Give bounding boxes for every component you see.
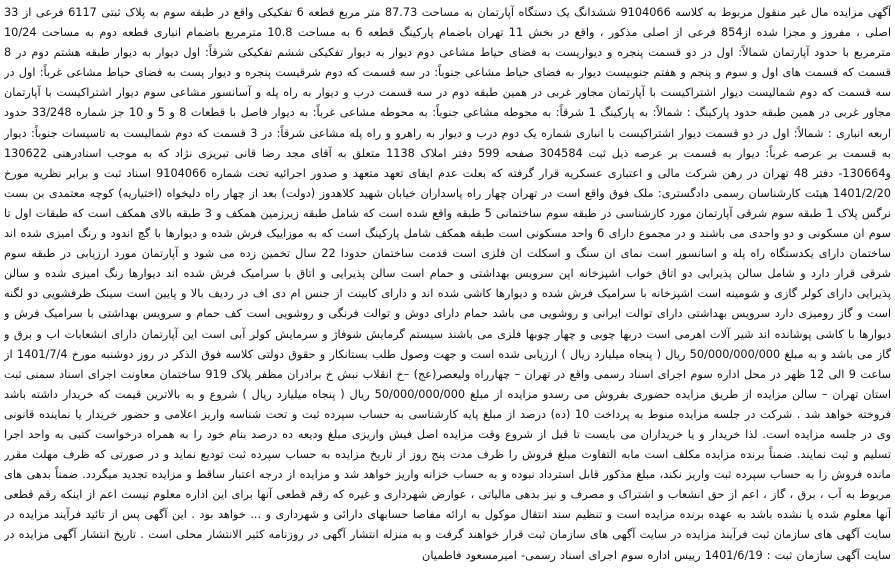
notice-body-text: آگهی مزایده مال غیر منقول مربوط به کلاسه 9104066 ششدانگ یک دستگاه آپارتمان به مساحت 87.73 متر مربع قطعه 6 تفکیکی واقع در طبقه سوم به پلاک ثبتی 6117 فرعی از 33 اصلی ، مفروز و مجزا شده از854 فرعی از اصلی مذکور ، واقع در بخش 11 تهران باضمام پارکینگ قطعه 6 به مساحت 10.8 مترمربع باضمام انباری قطعه دوم به مساحت 10/24 مترمربع با حدود آپارتمان شمالاً: اول در دو قسمت پنجره و دیواریست به فضای حیاط مشاعی دوم دیوار به دیوار تفکیکی ششم تفکیکی شرقاً: اول دیوار به دیوار طبقه هشتم دوم در 8 قسمت که قسمت های اول و سوم و پنجم و هفتم جنوبیست دیوار به فضای حیاط مشاعی جنوباً: در سه قسمت که دوم شرقیست پنجره و دیوار پست به فضای حیاط مشاعی غرباً: اول در سه قسمت که دوم شمالیست دیوار اشتراکیست با آپارتمان مجاور غربی در همین طبقه دوم در سه قسمت درب و دیوار به راه پله و آسانسور مشاعی سوم دیوار اشتراکیست با آپارتمان مجاور غربی در همین طبقه حدود پارکینگ : شمالاً: به پارکینگ 1 شرقاً: به محوطه مشاعی جنوباً: به محوطه مشاعی غرباً: به دیوار فاصل با قطعات 8 و 5 و 10 جز شماره 33/248 حدود اربعه انباری : شمالاً: اول در دو قسمت دیوار اشتراکیست با انباری شماره یک دوم درب و دیوار به راهرو و راه پله مشاعی شرقاً: در 3 قسمت که دوم شمالیست به تاسیسات جنوباً: دیوار به قسمت بر عرصه غرباً: دیوار به قسمت بر عرصه ذیل ثبت 304584 صفحه 599 دفتر املاک 1138 متعلق به آقای مجد رضا قانی تبریزی نژاد که به موجب اسنادرهنی 130622 و130664- دفتر 48 تهران در رهن شرکت مالی و اعتباری عسکریه قرار گرفته که بعلت عدم ایفای تعهد متعهد و صدور اجرائیه تحت شماره 9104066 اسناد ثبت و برابر نظریه مورخ 1401/2/20 هیئت کارشناسان رسمی دادگستری: ملک فوق واقع است در تهران چهار راه پاسداران خیابان شهید کلاهدوز (دولت) بعد از چهار راه دلیخواه (اختیاریه) کوچه معتمدی بن بست نرگس پلاک 1 طبقه سوم شرقی آپارتمان مورد کارشناسی در طبقه سوم ساختمانی 5 طبقه واقع شده است که شامل طبقه زیرزمین همکف و 3 طبقه بالای همکف است که طبقات اول تا سوم ان مسکونی و دو واحدی می باشند و در مجموع دارای 6 واحد مسکونی است طبقه همکف شامل پارکینگ است که به موزاییک فرش شده و دیوارها با گچ اندود و رنگ امیزی شده اند ساختمان دارای یکدستگاه راه پله و اسانسور است نمای ان سنگ و اسکلت ان فلزی است قدمت ساختمان حدودا 22 سال تخمین زده می شود و آپارتمان مورد ارزیابی در طبقه سوم شرقی قرار دارد و شامل سالن پذیرایی دو اتاق خواب اشپزخانه اپن سرویس بهداشتی و حمام است سالن پذیرایی و اتاق با سرامیک فرش شده اند دیوارها رنگ امیزی شده و سالن پذیرایی دارای کولر گازی و شومینه است اشپزخانه با سرامیک فرش شده و دیوارها کاشی شده اند و دارای کابینت از جنس ام دی اف در ردیف بالا و پایین است سینک ظرفشویی دو لگنه است و گاز رومیزی دارد سرویس بهداشتی دارای توالت ایرانی و روشویی می باشد حمام دارای دوش و توالت فرنگی و روشویی است کف حمام و سرویس بهداشتی با سرامیک فرش و دیوارها با کاشی پوشانده اند شیر آلات اهرمی است دربها چوبی و چهار چوبها فلزی می باشند سیستم گرمایش شوفاژ و سرمایش کولر آبی است این آپارتمان دارای انشعابات اب و برق و گاز می باشد و به مبلغ 50/000/000/000 ریال ( پنجاه میلیارد ریال ) ارزیابی شده است و جهت وصول طلب بستانکار و حقوق دولتی کلاسه فوق الذکر در روز دوشنبه مورخ 1401/7/4 از ساعت 9 الی 12 ظهر در محل اداره سوم اجرای اسناد رسمی واقع در تهران – چهارراه ولیعصر(عج) –خ انقلاب نبش خ برادران مظفر پلاک 919 ساختمان معاونت اجرای اسناد سمنی ثبت استان تهران – سالن مزایده از طریق مزایده حضوری بفروش می رسدو مزایده از مبلغ 50/000/000/000 ریال ( پنجاه میلیارد ریال ) شروع و به بالاترین قیمت که خریدار داشته باشد فروخته خواهد شد . شرکت در جلسه مزایده منوط به پرداخت 10 (ده) درصد از مبلغ پایه کارشناسی به حساب سپرده ثبت و تحت شناسه واریز اعلامی و حضور خریدار یا نماینده قانونی وی در جلسه مزایده است. لذا خریدار و یا خریداران می بایست تا قبل از شروع وقت مزایده اصل فیش واریزی مبلغ ودیعه ده درصد بنام خود را به همراه درخواست کتبی به واحد اجرا تسلیم و ثبت نمایند. ضمناً برنده مزایده مکلف است مابه التفاوت مبلغ فروش را ظرف مدت پنج روز از تاریخ مزایده به حساب سپرده ثبت تودیع نماید و در صورتی که ظرف مهلت مقرر مانده فروش را به حساب سپرده ثبت واریز نکند، مبلغ مذکور قابل استرداد نبوده و به حساب خزانه واریز خواهد شد و مزایده از درجه اعتبار ساقط و مزایده تجدید میگردد. ضمناً بدهی های مربوط به آب ، برق ، گاز ، اعم از حق انشعاب و اشتراک و مصرف و نیز بدهی مالیاتی ، عوارض شهرداری و غیره که رقم قطعی آنها برای این اداره معلوم نیست اعم از اینکه رقم قطعی آنها معلوم شده یا نشده باشد به عهده برنده مزایده است و تنظیم سند انتقال موکول به ارائه مفاصا حسابهای دارائی و شهرداری و ... خواهد بود . این آگهی پس از تائید فرآیند مزایده در سایت آگهی های سازمان ثبت فرآیند مزایده در سایت آگهی های سازمان ثبت قرار خواهند گرفت و به منزله انتشار آگهی در روزنامه کثیر الانتشار محلی است . تاریخ انتشار آگهی مزایده در سایت آگهی سازمان ثبت : 1401/6/19 رییس اداره سوم اجرای اسناد رسمی- امیرمسعود فاطمیان — [4, 6, 891, 562]
auction-notice — [4, 3, 891, 569]
